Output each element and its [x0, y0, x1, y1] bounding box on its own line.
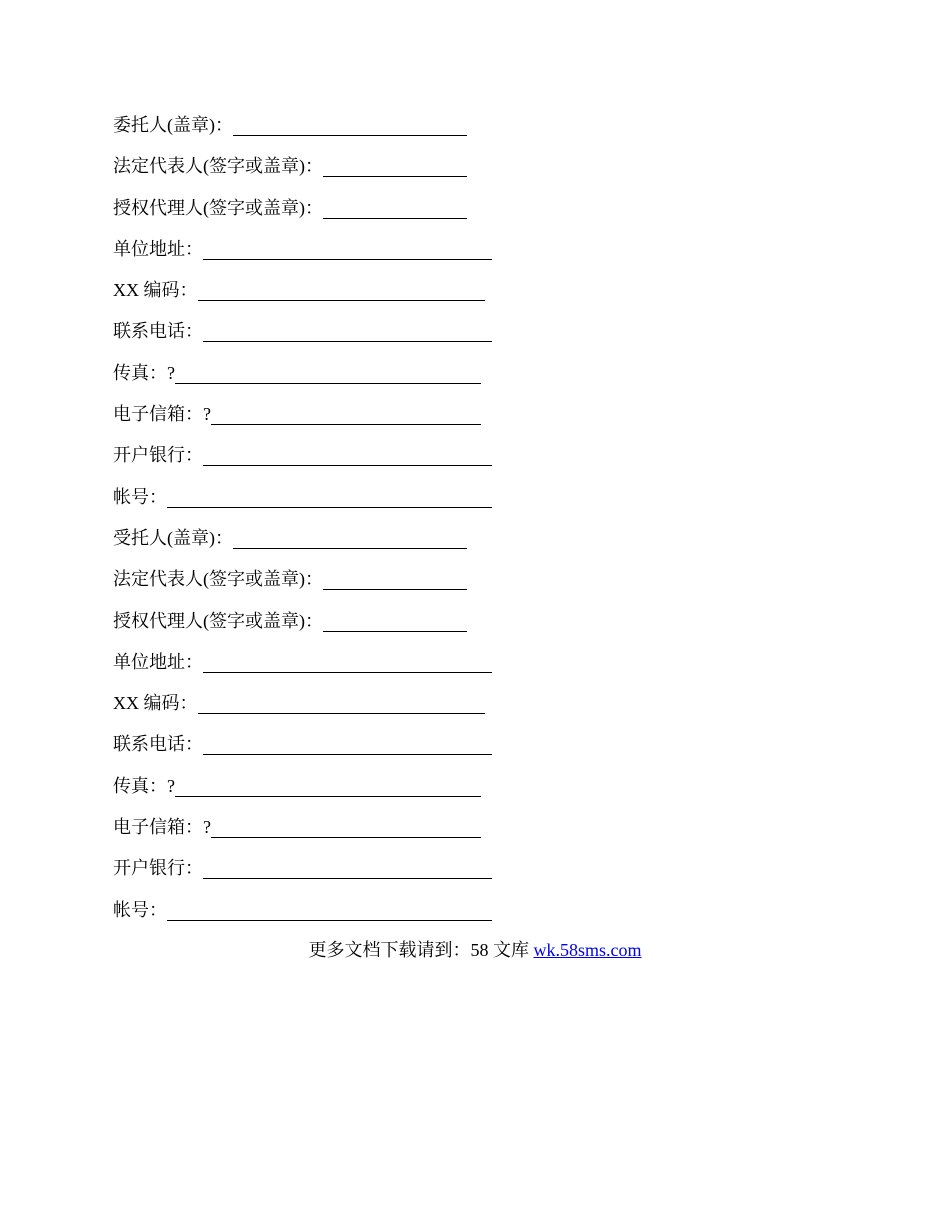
form-line-label: 受托人(盖章)：: [113, 527, 233, 548]
form-line: [113, 477, 533, 518]
fill-in-blank[interactable]: [175, 795, 481, 797]
form-line: [113, 766, 533, 807]
form-line: [113, 229, 533, 270]
form-line: [113, 435, 533, 476]
form-line: [113, 559, 533, 600]
fill-in-blank[interactable]: [323, 175, 467, 177]
form-line-label: 单位地址：: [113, 651, 203, 672]
form-line: [113, 146, 533, 187]
fill-in-blank[interactable]: [167, 919, 492, 921]
fill-in-blank[interactable]: [211, 836, 481, 838]
form-line-label: 电子信箱：?: [113, 817, 211, 838]
fill-in-blank[interactable]: [167, 506, 492, 508]
form-line-label: XX 编码：: [113, 693, 198, 714]
fill-in-blank[interactable]: [323, 630, 467, 632]
form-line-label: 帐号：: [113, 899, 167, 920]
form-line-label: 开户银行：: [113, 445, 203, 466]
fill-in-blank[interactable]: [203, 464, 492, 466]
form-line: [113, 105, 533, 146]
fill-in-blank[interactable]: [203, 671, 492, 673]
fill-in-blank[interactable]: [203, 877, 492, 879]
fill-in-blank[interactable]: [203, 753, 492, 755]
form-line-label: 联系电话：: [113, 321, 203, 342]
form-line-label: 传真：?: [113, 775, 175, 796]
form-line-label: 授权代理人(签字或盖章)：: [113, 197, 323, 218]
fill-in-blank[interactable]: [233, 134, 467, 136]
fill-in-blank[interactable]: [198, 712, 486, 714]
fill-in-blank[interactable]: [211, 423, 481, 425]
fill-in-blank[interactable]: [323, 588, 467, 590]
form-line: [113, 518, 533, 559]
form-line-label: 单位地址：: [113, 238, 203, 259]
form-line-label: XX 编码：: [113, 280, 198, 301]
form-line-label: 委托人(盖章)：: [113, 115, 233, 135]
form-line: [113, 807, 533, 848]
form-line-label: 法定代表人(签字或盖章)：: [113, 569, 323, 590]
form-line-label: 法定代表人(签字或盖章)：: [113, 156, 323, 177]
form-line: [113, 890, 533, 931]
form-line: [113, 188, 533, 229]
form-line: [113, 848, 533, 889]
form-line: [113, 724, 533, 765]
form-line-label: 开户银行：: [113, 858, 203, 879]
fill-in-blank[interactable]: [203, 340, 492, 342]
form-line: [113, 270, 533, 311]
footer-text: 更多文档下载请到：58 文库: [308, 940, 534, 960]
fill-in-blank[interactable]: [203, 258, 492, 260]
form-line-label: 电子信箱：?: [113, 404, 211, 425]
form-line-label: 帐号：: [113, 486, 167, 507]
fill-in-blank[interactable]: [198, 299, 486, 301]
form-line: [113, 311, 533, 352]
form-line: [113, 353, 533, 394]
fill-in-blank[interactable]: [233, 547, 467, 549]
form-lines: [113, 105, 533, 931]
fill-in-blank[interactable]: [323, 217, 467, 219]
form-line: [113, 683, 533, 724]
footer-link[interactable]: wk.58sms.com: [533, 940, 642, 960]
form-line: [113, 394, 533, 435]
form-line: [113, 601, 533, 642]
fill-in-blank[interactable]: [175, 382, 481, 384]
form-line: [113, 642, 533, 683]
form-line-label: 联系电话：: [113, 734, 203, 755]
form-line-label: 授权代理人(签字或盖章)：: [113, 610, 323, 631]
footer: [0, 934, 950, 966]
form-line-label: 传真：?: [113, 362, 175, 383]
